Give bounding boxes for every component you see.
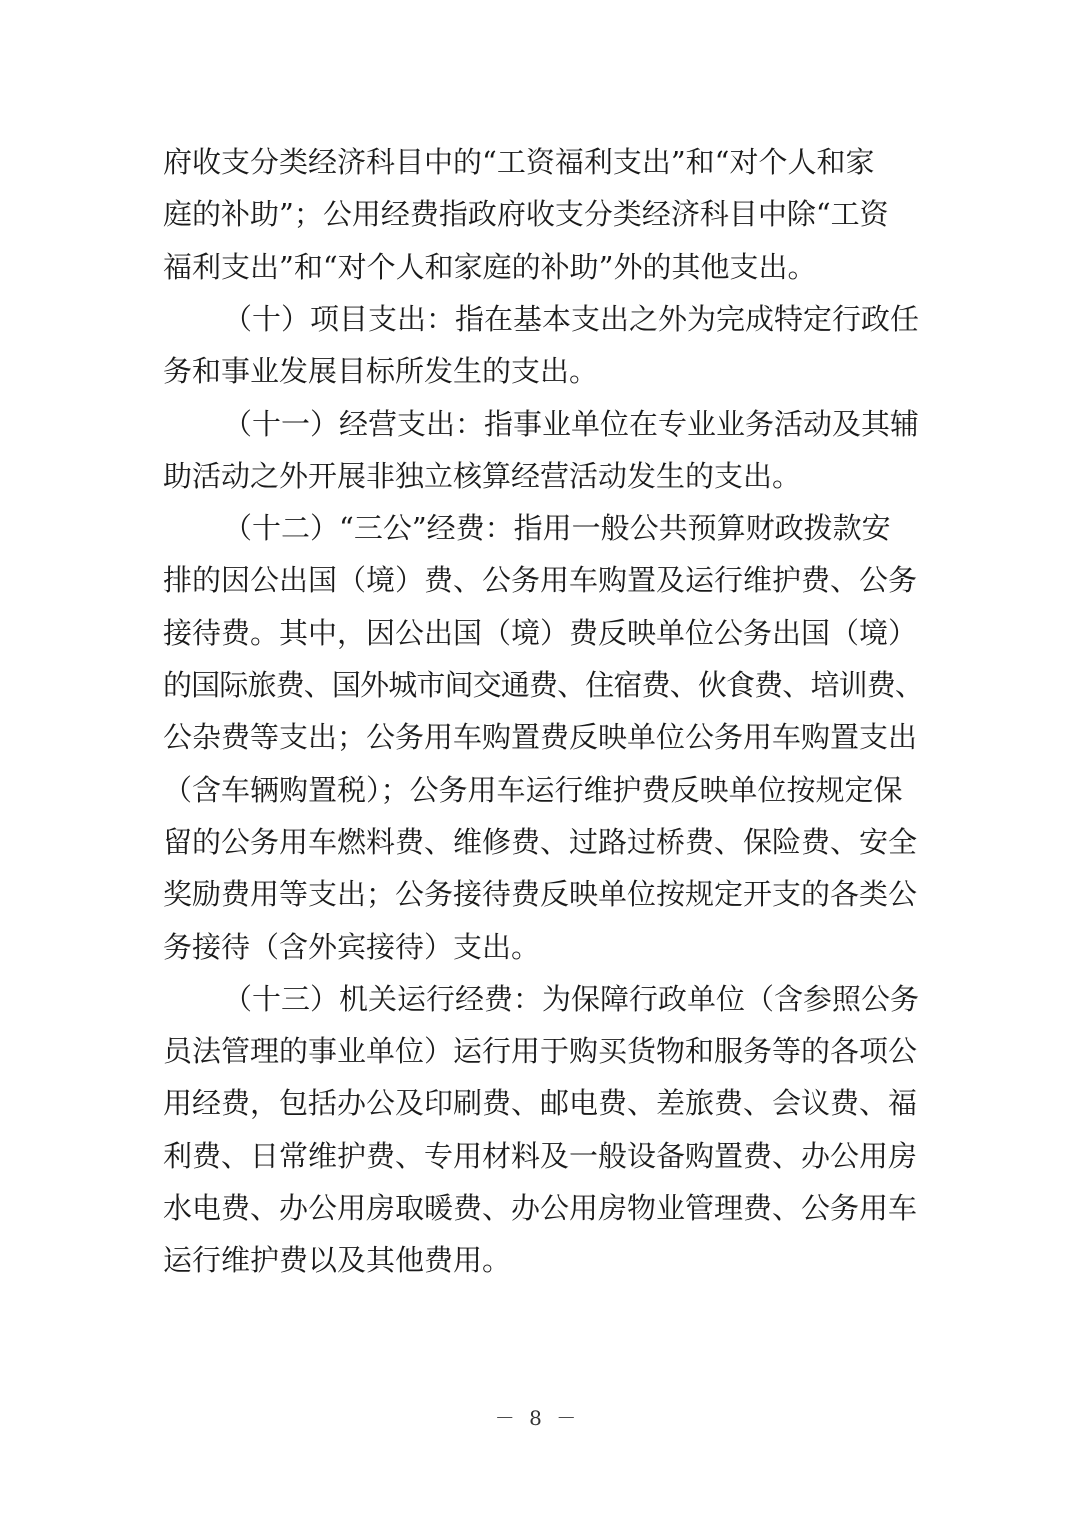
text-line: （十二）“三公”经费：指用一般公共预算财政拨款安 (223, 511, 891, 545)
text-line: （十）项目支出：指在基本支出之外为完成特定行政任 (223, 302, 920, 336)
text-line: 排的因公出国（境）费、公务用车购置及运行维护费、公务 (163, 563, 918, 597)
text-line: 奖励费用等支出；公务接待费反映单位按规定开支的各类公 (163, 877, 918, 911)
text-line: 接待费。其中，因公出国（境）费反映单位公务出国（境） (163, 616, 918, 650)
text-line: （十一）经营支出：指事业单位在专业业务活动及其辅 (223, 407, 920, 441)
text-line: （十三）机关运行经费：为保障行政单位（含参照公务 (223, 982, 920, 1016)
page-number: － 8 － (494, 1406, 581, 1430)
text-line: 庭的补助”；公用经费指政府收支分类经济科目中除“工资 (163, 197, 889, 231)
text-line: （含车辆购置税）；公务用车运行维护费反映单位按规定保 (163, 773, 903, 807)
text-line: 运行维护费以及其他费用。 (163, 1243, 512, 1277)
text-line: 留的公务用车燃料费、维修费、过路过桥费、保险费、安全 (163, 825, 918, 859)
text-line: 务接待（含外宾接待）支出。 (163, 930, 541, 964)
text-line: 水电费、办公用房取暖费、办公用房物业管理费、公务用车 (163, 1191, 918, 1225)
text-line: 府收支分类经济科目中的“工资福利支出”和“对个人和家 (163, 145, 875, 179)
text-line: 福利支出”和“对个人和家庭的补助”外的其他支出。 (163, 250, 817, 284)
text-line: 用经费，包括办公及印刷费、邮电费、差旅费、会议费、福 (163, 1086, 918, 1120)
text-line: 利费、日常维护费、专用材料及一般设备购置费、办公用房 (163, 1139, 918, 1173)
text-line: 公杂费等支出；公务用车购置费反映单位公务用车购置支出 (163, 720, 918, 754)
text-line: 员法管理的事业单位）运行用于购买货物和服务等的各项公 (163, 1034, 918, 1068)
text-line: 助活动之外开展非独立核算经营活动发生的支出。 (163, 459, 802, 493)
text-line: 的国际旅费、国外城市间交通费、住宿费、伙食费、培训费、 (163, 668, 924, 702)
text-line: 务和事业发展目标所发生的支出。 (163, 354, 599, 388)
